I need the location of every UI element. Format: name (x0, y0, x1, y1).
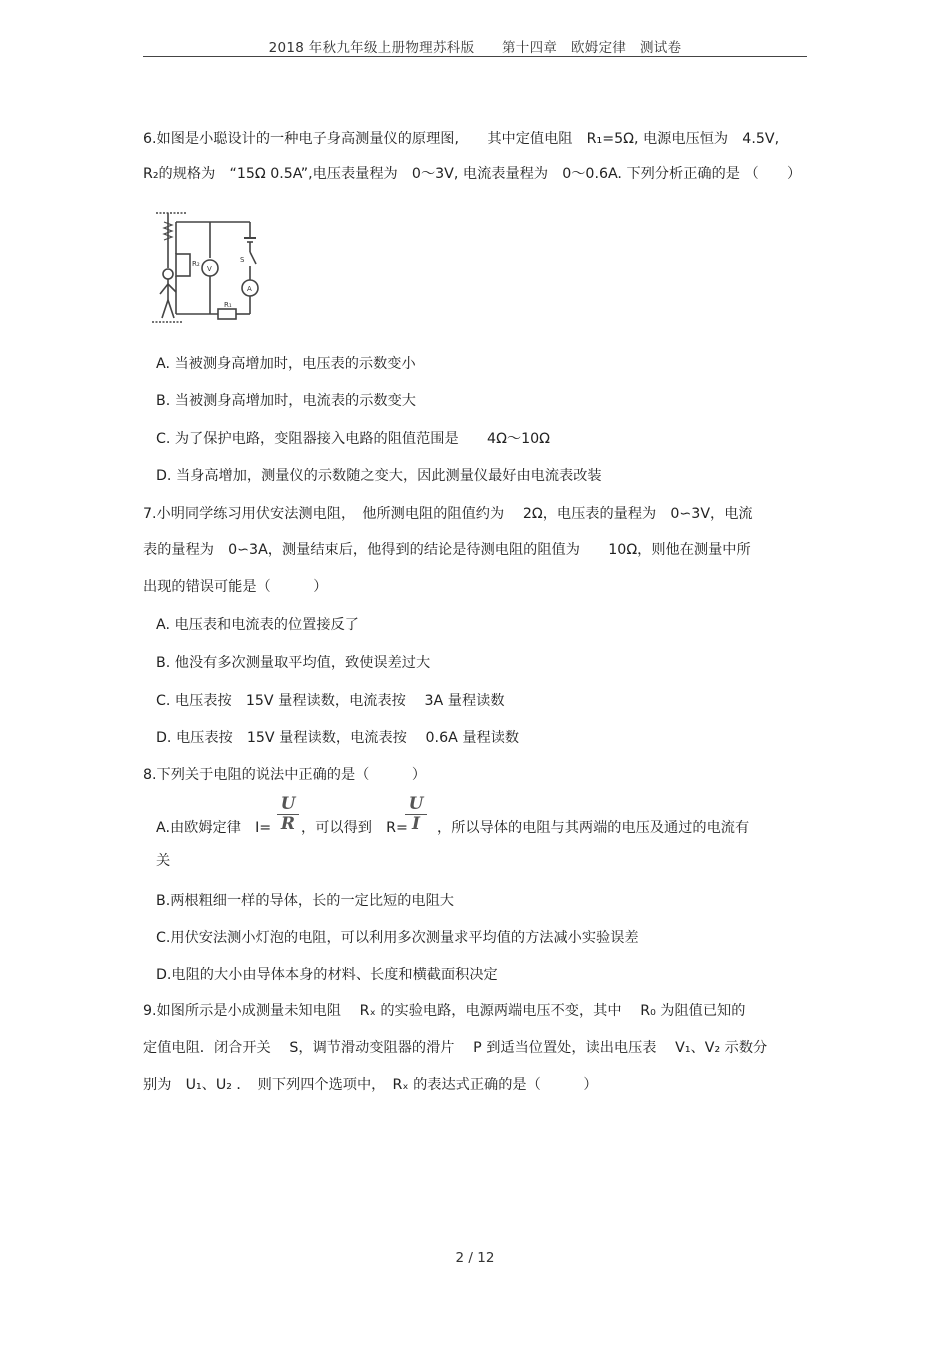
figure-label-ammeter: A (247, 285, 252, 293)
q7-stem-line2: 表的量程为 0∽3A，测量结束后，他得到的结论是待测电阻的阻值为 10Ω，则他在测量中所 (143, 542, 751, 558)
q8-option-a-part3: ，所以导体的电阻与其两端的电压及通过的电流有 (437, 820, 750, 836)
q8-option-a-part1: A.由欧姆定律 I= (156, 820, 272, 836)
q8-stem: 8.下列关于电阻的说法中正确的是（ ） (143, 767, 427, 783)
figure-label-voltmeter: V (207, 265, 212, 273)
ohms-law-fraction-i (275, 795, 301, 833)
q7-option-b: B. 他没有多次测量取平均值，致使误差过大 (156, 655, 431, 671)
q7-option-a: A. 电压表和电流表的位置接反了 (156, 617, 359, 633)
q8-option-a-part2: ，可以得到 R= (301, 820, 408, 836)
fraction-denominator: I (412, 814, 420, 834)
q7-stem-line1: 7.小明同学练习用伏安法测电阻， 他所测电阻的阻值约为 2Ω，电压表的量程为 0∽3V，电流 (143, 506, 753, 522)
figure-label-r1: R₁ (224, 301, 232, 309)
fraction-numerator: U (280, 794, 296, 814)
q6-option-d: D. 当身高增加，测量仪的示数随之变大，因此测量仪最好由电流表改装 (156, 468, 602, 484)
q8-option-c: C.用伏安法测小灯泡的电阻，可以利用多次测量求平均值的方法减小实验误差 (156, 930, 639, 946)
q7-option-d: D. 电压表按 15V 量程读数，电流表按 0.6A 量程读数 (156, 730, 520, 746)
q6-option-b: B. 当被测身高增加时，电流表的示数变大 (156, 393, 416, 409)
page-number: 2 / 12 (455, 1250, 495, 1266)
q9-stem-line3: 别为 U₁、U₂ ． 则下列四个选项中， Rₓ 的表达式正确的是（ ） (143, 1077, 598, 1093)
q9-stem-line2: 定值电阻．闭合开关 S，调节滑动变阻器的滑片 P 到适当位置处，读出电压表 V₁、V₂ 示数分 (143, 1040, 768, 1056)
q6-option-c: C. 为了保护电路，变阻器接入电路的阻值范围是 4Ω～10Ω (156, 431, 551, 447)
q6-stem-line1: 6.如图是小聪设计的一种电子身高测量仪的原理图, 其中定值电阻 R₁=5Ω, 电源电压恒为 4.5V, (143, 131, 780, 147)
ohms-law-fraction-r (403, 795, 429, 833)
q7-stem-line3: 出现的错误可能是（ ） (143, 579, 328, 595)
q9-stem-line1: 9.如图所示是小成测量未知电阻 Rₓ 的实验电路，电源两端电压不变，其中 R₀ 为阻值已知的 (143, 1003, 746, 1019)
height-meter-circuit-diagram (150, 208, 270, 328)
q8-option-b: B.两根粗细一样的导体，长的一定比短的电阻大 (156, 893, 454, 909)
q7-option-c: C. 电压表按 15V 量程读数，电流表按 3A 量程读数 (156, 693, 505, 709)
q8-option-d: D.电阻的大小由导体本身的材料、长度和横截面积决定 (156, 967, 498, 983)
figure-label-r2: R₂ (192, 260, 200, 268)
q6-option-a: A. 当被测身高增加时，电压表的示数变小 (156, 356, 416, 372)
fraction-denominator: R (280, 814, 296, 834)
q8-option-a-continued: 关 (156, 853, 171, 869)
figure-label-switch: S (240, 256, 245, 264)
header-divider (143, 56, 807, 57)
fraction-numerator: U (408, 794, 424, 814)
page-header: 2018 年秋九年级上册物理苏科版 第十四章 欧姆定律 测试卷 (268, 40, 682, 56)
q6-stem-line2: R₂的规格为 “15Ω 0.5A”,电压表量程为 0～3V, 电流表量程为 0～0.6A. 下列分析正确的是 （ ） (143, 166, 802, 182)
